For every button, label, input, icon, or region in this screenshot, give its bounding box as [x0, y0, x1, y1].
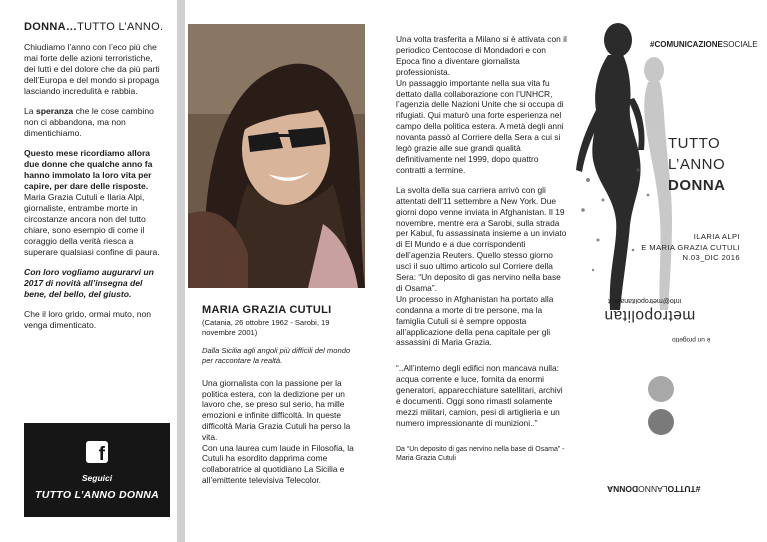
intro-column: [24, 22, 166, 340]
cover-subtitle: ILARIA ALPI E MARIA GRAZIA CUTULI N.03_DIC 2016: [641, 232, 740, 262]
facebook-follow-box[interactable]: [24, 423, 170, 517]
fold-divider: [177, 0, 185, 542]
birth-death-dates: (Catania, 26 ottobre 1962 - Sarobi, 19 novembre 2001): [202, 317, 330, 337]
biography-column: [202, 305, 362, 486]
cover-title: TUTTO L’ANNO DONNA: [668, 135, 726, 194]
hashtag-tutto-lanno-donna: #TUTTOLANNODONNA: [607, 484, 701, 494]
career-column: [396, 34, 568, 472]
decorative-circle-dark: [648, 409, 674, 435]
career-paragraph: Una volta trasferita a Milano si è attivata con il periodico Centocose di Mondadori e con Epoca fino a diventare giornalista professionista. Un passaggio importante nella sua vita fu dettato dalla collaborazione con l’UNHCR, l’agenzia delle Nazioni Unite che si occupa di rifugiati. Qui maturò una forte esperienza nel campo della politica estera. A metà degli anni novanta passò al Corriere della Sera a cui si legò grazie alle sue grandi qualità definitivamente nel 1999, dopo quattro contratti a termine.: [396, 34, 567, 175]
wishes-paragraph: Con loro vogliamo augurarvi un 2017 di novità all’insegna del bene, del bello, del giusto.: [24, 267, 154, 299]
project-label: è un progetto: [672, 336, 711, 343]
hope-paragraph: La speranza che le cose cambino non ci abbandona, ma non dimentichiamo.: [24, 106, 154, 138]
facebook-icon[interactable]: f: [86, 441, 108, 463]
intro-paragraph: Chiudiamo l’anno con l’eco più che mai forte delle azioni terroristiche, dei lutti e del dolore che da più parti dell’Europa e del mondo si propaga lasciando incredulità e rabbia.: [24, 42, 160, 96]
afghanistan-paragraph: La svolta della sua carriera arrivò con gli attentati dell’11 settembre a New York. Due giorni dopo venne inviata in Afghanistan. Il 19 novembre, mentre era a Sarobi, sulla strada per Kabul, fu assassinata insieme a un inviato di El Mundo e a due corrispondenti dell’agenzia Reuters. Quello stesso giorno uscì il suo ultimo articolo sul Corriere della Sera: “Un deposito di gas nervino nella base di Osama”. Un processo in Afghanistan ha portato alla condanna a morte di tre persone, ma la famiglia Cutuli si è sempre opposta all’applicazione della pena capitale per gli assassini di Maria Grazia.: [396, 184, 567, 348]
closing-paragraph: Che il loro grido, ormai muto, non venga dimenticato.: [24, 309, 152, 330]
biography-text: Una giornalista con la passione per la politica estera, con la dedizione per un lavoro che, se preso sul serio, ha mille emozioni e infinite difficoltà. In queste difficoltà Maria Grazia Cutuli ha perso la vita. Con una laurea cum laude in Filosofia, la Cutuli ha esordito dapprima come collaboratrice al quotidiano La Sicilia e all’emittente televisiva Telecolor.: [202, 377, 354, 485]
contact-email[interactable]: info@metropolitanadv.it: [608, 297, 682, 304]
remember-paragraph: Questo mese ricordiamo allora due donne che qualche anno fa hanno immolato la loro vita per capire, per dare delle risposte. Maria Grazia Cutuli e Ilaria Alpi, giornaliste, entrambe morte in circostanze ancora non del tutto chiare, sono esempio di come il coraggio della verità riesca a superare qualsiasi confine di paura.: [24, 148, 160, 257]
intro-title: DONNA…TUTTO L’ANNO.: [24, 21, 164, 33]
quote-source: Da “Un deposito di gas nervino nella base di Osama” - Maria Grazia Cutuli: [396, 445, 565, 462]
portrait-photo: [188, 24, 365, 288]
tagline-quote: Dalla Sicilia agli angoli più difficili del mondo per raccontare la realtà.: [202, 345, 351, 365]
portrait-illustration: [188, 24, 365, 288]
article-quote: “..All’interno degli edifici non mancava nulla: acqua corrente e luce, fornita da enormi generatori, apparecchiature satellitari, archivi e documenti. Oggi sono rimasti solamente mezzi militari, camion, pesi di artiglieria e un numero impressionante di munizioni..”: [396, 363, 563, 428]
metropolitan-logo: metropolitan: [604, 307, 696, 324]
journalist-name: MARIA GRAZIA CUTULI: [202, 304, 332, 316]
hashtag-comunicazione-sociale: #COMUNICAZIONESOCIALE: [650, 40, 758, 49]
facebook-page-name: TUTTO L’ANNO DONNA: [34, 489, 159, 501]
follow-label: Seguici: [81, 473, 113, 483]
decorative-circle-light: [648, 376, 674, 402]
